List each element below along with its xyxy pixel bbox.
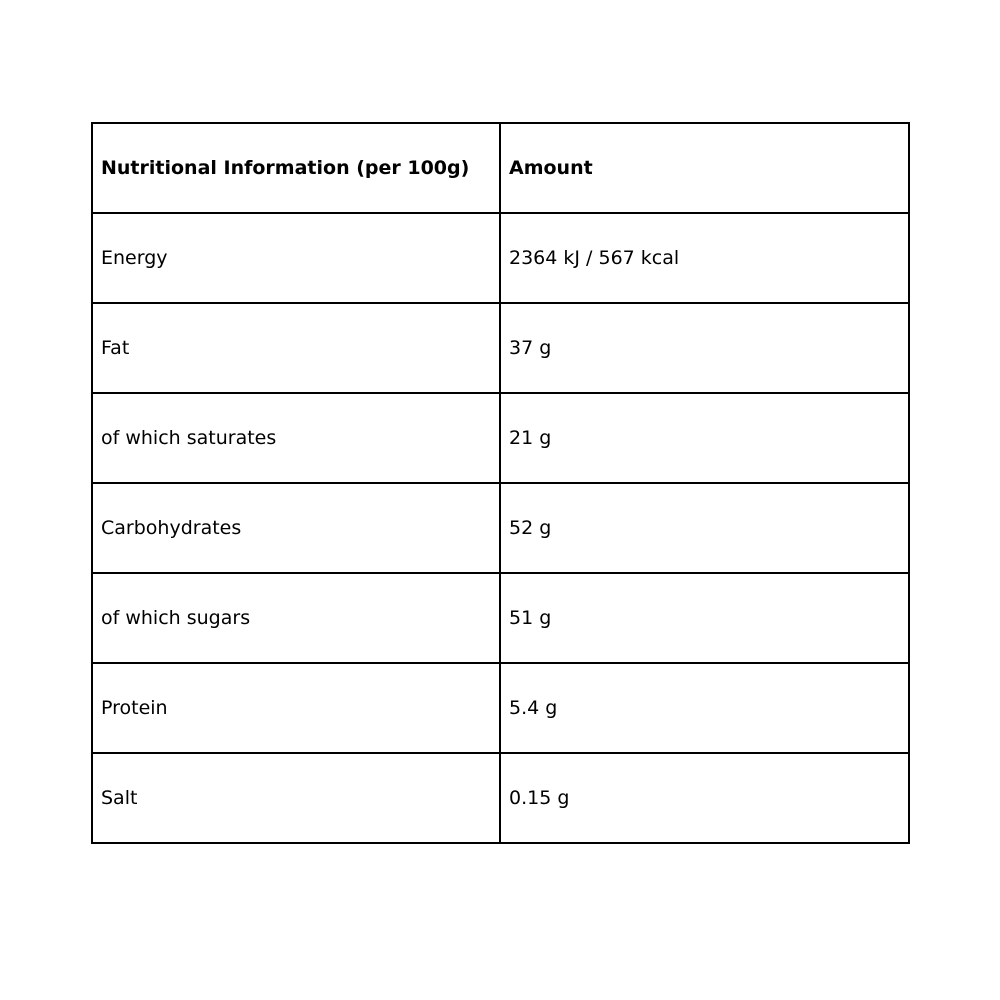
amount-cell: 2364 kJ / 567 kcal (500, 213, 909, 303)
table-row (92, 573, 909, 663)
nutrient-cell: Carbohydrates (92, 483, 500, 573)
table-row (92, 753, 909, 843)
table-row (92, 483, 909, 573)
nutrient-cell: Energy (92, 213, 500, 303)
amount-cell: 5.4 g (500, 663, 909, 753)
amount-cell: 52 g (500, 483, 909, 573)
table-header (92, 123, 909, 213)
nutrient-cell: of which saturates (92, 393, 500, 483)
nutrient-cell: Protein (92, 663, 500, 753)
nutrient-cell: Salt (92, 753, 500, 843)
nutrient-cell: Fat (92, 303, 500, 393)
header-amount: Amount (500, 123, 909, 213)
header-nutrient: Nutritional Information (per 100g) (92, 123, 500, 213)
nutrient-cell: of which sugars (92, 573, 500, 663)
table-body (92, 213, 909, 843)
amount-cell: 0.15 g (500, 753, 909, 843)
amount-cell: 37 g (500, 303, 909, 393)
amount-cell: 51 g (500, 573, 909, 663)
table-row (92, 663, 909, 753)
nutrition-table (91, 122, 910, 844)
header-row (92, 123, 909, 213)
table-row (92, 393, 909, 483)
amount-cell: 21 g (500, 393, 909, 483)
table-row (92, 213, 909, 303)
table-row (92, 303, 909, 393)
